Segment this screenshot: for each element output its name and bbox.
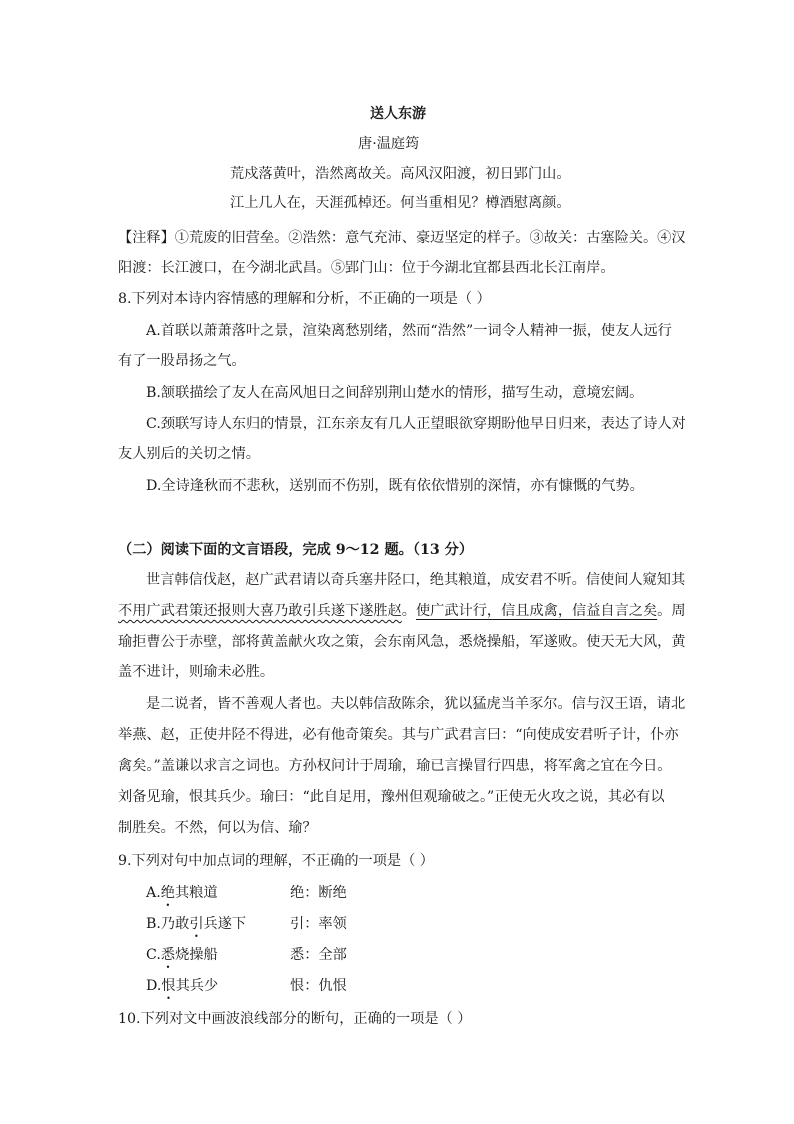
passage-line: 刘备见瑜，恨其兵少。瑜曰：“此自足用，豫州但观瑜破之。”正使无火攻之说，其必有以	[118, 789, 665, 805]
question-9-option	[146, 914, 246, 934]
passage-text: 。周	[657, 603, 686, 619]
option-text: 兵遂下	[203, 916, 247, 932]
question-10-stem: 10.下列对文中画波浪线部分的断句，正确的一项是（ ）	[118, 1011, 472, 1027]
question-9-option	[146, 883, 218, 903]
wavy-underlined-text: 不用广武君策还报则大喜乃敢引兵遂下遂胜赵	[118, 603, 402, 619]
question-8-option-c: 友人别后的关切之情。	[118, 446, 260, 462]
question-8-option-c: C.颈联写诗人东归的情景，江东亲友有几人正望眼欲穿期盼他早日归来，表达了诗人对	[146, 416, 686, 432]
passage-line: 制胜矣。不然，何以为信、瑜？	[118, 820, 317, 836]
poem-title: 送人东游	[370, 106, 426, 122]
question-9-gloss: 悉：全部	[290, 947, 347, 963]
passage-line: 是二说者，皆不善观人者也。夫以韩信敌陈余，犹以猛虎当羊豕尔。信与汉王语，请北	[146, 696, 686, 712]
option-prefix: A.	[146, 885, 161, 901]
poem-line: 江上几人在，天涯孤棹还。何当重相见？樽酒慰离颜。	[230, 195, 571, 211]
question-8-option-a: A.首联以萧萧落叶之景，渲染离愁别绪，然而“浩然”一词令人精神一振，使友人远行	[146, 323, 672, 339]
passage-line: 禽矣。”盖谦以求言之词也。方孙权问计于周瑜，瑜已言操冒行四患，将军禽之宜在今日。	[118, 758, 672, 774]
passage-punct: 。	[401, 603, 416, 619]
question-9-stem: 9.下列对句中加点词的理解，不正确的一项是（ ）	[118, 853, 434, 869]
emphasis-dot-char: 绝	[160, 885, 175, 901]
emphasis-dot-char: 悉	[160, 947, 176, 963]
question-9-option	[146, 976, 218, 996]
option-text: 烧操船	[175, 947, 218, 963]
underlined-sentence: 使广武计行，信且成禽，信益自言之矣	[415, 603, 658, 619]
poem-notes: 【注释】①荒废的旧营垒。②浩然：意气充沛、豪迈坚定的样子。③故关：古塞险关。④汉	[118, 230, 686, 246]
passage-line: 瑜拒曹公于赤壁，部将黄盖献火攻之策，会东南风急，悉烧操船，军遂败。使天无大风，黄	[118, 634, 686, 650]
option-prefix: B.乃敢	[146, 916, 190, 932]
passage-line: 举燕、赵，正使井陉不得进，必有他奇策矣。其与广武君言曰：“向使成安君听子计，仆亦	[118, 727, 679, 743]
question-9-gloss: 引：率领	[290, 916, 347, 932]
option-prefix: D.	[146, 978, 162, 994]
passage-line	[118, 601, 686, 621]
poem-notes: 阳渡：长江渡口，在今湖北武昌。⑤郢门山：位于今湖北宜都县西北长江南岸。	[118, 260, 615, 276]
question-8-option-a: 有了一股昂扬之气。	[118, 353, 246, 369]
passage-line: 盖不进计，则瑜未必胜。	[118, 664, 275, 680]
section-heading: （二）阅读下面的文言语段，完成 9～12 题。（13 分）	[118, 542, 474, 558]
question-8-option-b: B.颔联描绘了友人在高风旭日之间辞别荆山楚水的情形，描写生动，意境宏阔。	[146, 385, 644, 401]
passage-line: 世言韩信伐赵，赵广武君请以奇兵塞井陉口，绝其粮道，成安君不听。信使间人窥知其	[146, 572, 686, 588]
option-text: 其粮道	[174, 885, 218, 901]
emphasis-dot-char: 恨	[161, 978, 176, 994]
emphasis-dot-char: 引	[189, 916, 204, 932]
poem-line: 荒戍落黄叶，浩然离故关。高风汉阳渡，初日郢门山。	[230, 166, 571, 182]
question-9-option	[146, 945, 218, 965]
option-prefix: C.	[146, 947, 161, 963]
question-9-gloss: 恨：仇恨	[290, 978, 347, 994]
option-text: 其兵少	[175, 978, 219, 994]
question-9-gloss: 绝：断绝	[290, 885, 347, 901]
question-8-option-d: D.全诗逢秋而不悲秋，送别而不伤别，既有依依惜别的深情，亦有慷慨的气势。	[146, 478, 644, 494]
question-8-stem: 8.下列对本诗内容情感的理解和分析，不正确的一项是（ ）	[118, 291, 491, 307]
poem-author: 唐·温庭筠	[358, 136, 420, 152]
